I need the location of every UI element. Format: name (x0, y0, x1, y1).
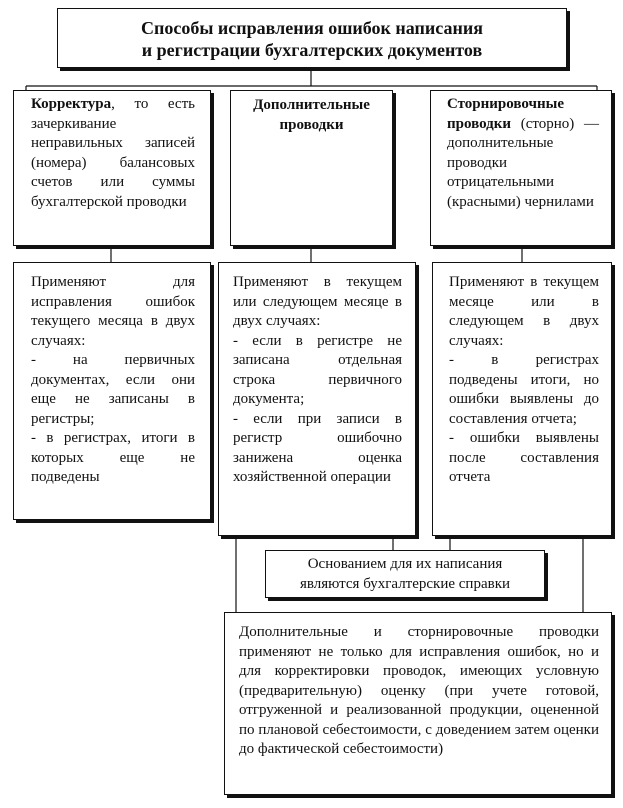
method-storno (430, 90, 612, 246)
basis-line-2: являются бухгалтерские справки (299, 575, 511, 592)
usage-storno-intro: Применяют в текущем месяце или в следующем в двух случаях: (449, 274, 599, 349)
method-additional-name: Дополнительные проводки (253, 97, 370, 133)
bottom-note (224, 612, 612, 795)
diagram-title (57, 8, 567, 68)
method-storno-desc: (сторно) — дополнительные проводки отрицательными (красными) чернилами (447, 115, 599, 210)
bottom-note-text: Дополнительные и сторнировочные проводки применяют не только для исправления ошибок, но и для корректировки проводок, имеющих условную (предварительную) оценку (при учете готовой, отгруженной и реализованной продукции, оцененной по плановой себестоимости, с доведением затем оценки до фактической себестоимости) (239, 624, 599, 757)
usage-correction (13, 262, 211, 520)
method-correction-desc: , то есть зачеркивание неправильных записей (номера) балансовых счетов или суммы бухгалтерской проводки (31, 96, 195, 210)
basis-box (265, 550, 545, 598)
usage-additional-intro: Применяют в текущем или следующем месяце в двух случаях: (233, 274, 402, 329)
method-correction-name: Корректура (31, 96, 112, 112)
usage-storno-case-1: - в регистрах подведены итоги, но ошибки выявлены до составления отчета; (449, 352, 599, 427)
method-additional (230, 90, 393, 246)
title-line-2: и регистрации бухгалтерских документов (141, 40, 483, 60)
method-correction (13, 90, 211, 246)
usage-correction-case-1: - на первичных документах, если они еще не записаны в регистры; (31, 352, 195, 427)
usage-storno-case-2: - ошибки выявлены после составления отчета (449, 430, 599, 485)
usage-additional (218, 262, 416, 536)
usage-additional-case-1: - если в регистре не записана отдельная строка первичного документа; (233, 332, 402, 407)
usage-correction-case-2: - в регистрах, итоги в которых еще не подведены (31, 430, 195, 485)
usage-correction-intro: Применяют для исправления ошибок текущего месяца в двух случаях: (31, 274, 195, 349)
title-line-1: Способы исправления ошибок написания (141, 18, 483, 38)
basis-line-1: Основанием для их написания (307, 556, 503, 572)
method-storno-name: Сторнировочные проводки (447, 96, 564, 132)
usage-additional-case-2: - если при записи в регистр ошибочно занижена оценка хозяйственной операции (233, 410, 402, 485)
usage-storno (432, 262, 612, 536)
